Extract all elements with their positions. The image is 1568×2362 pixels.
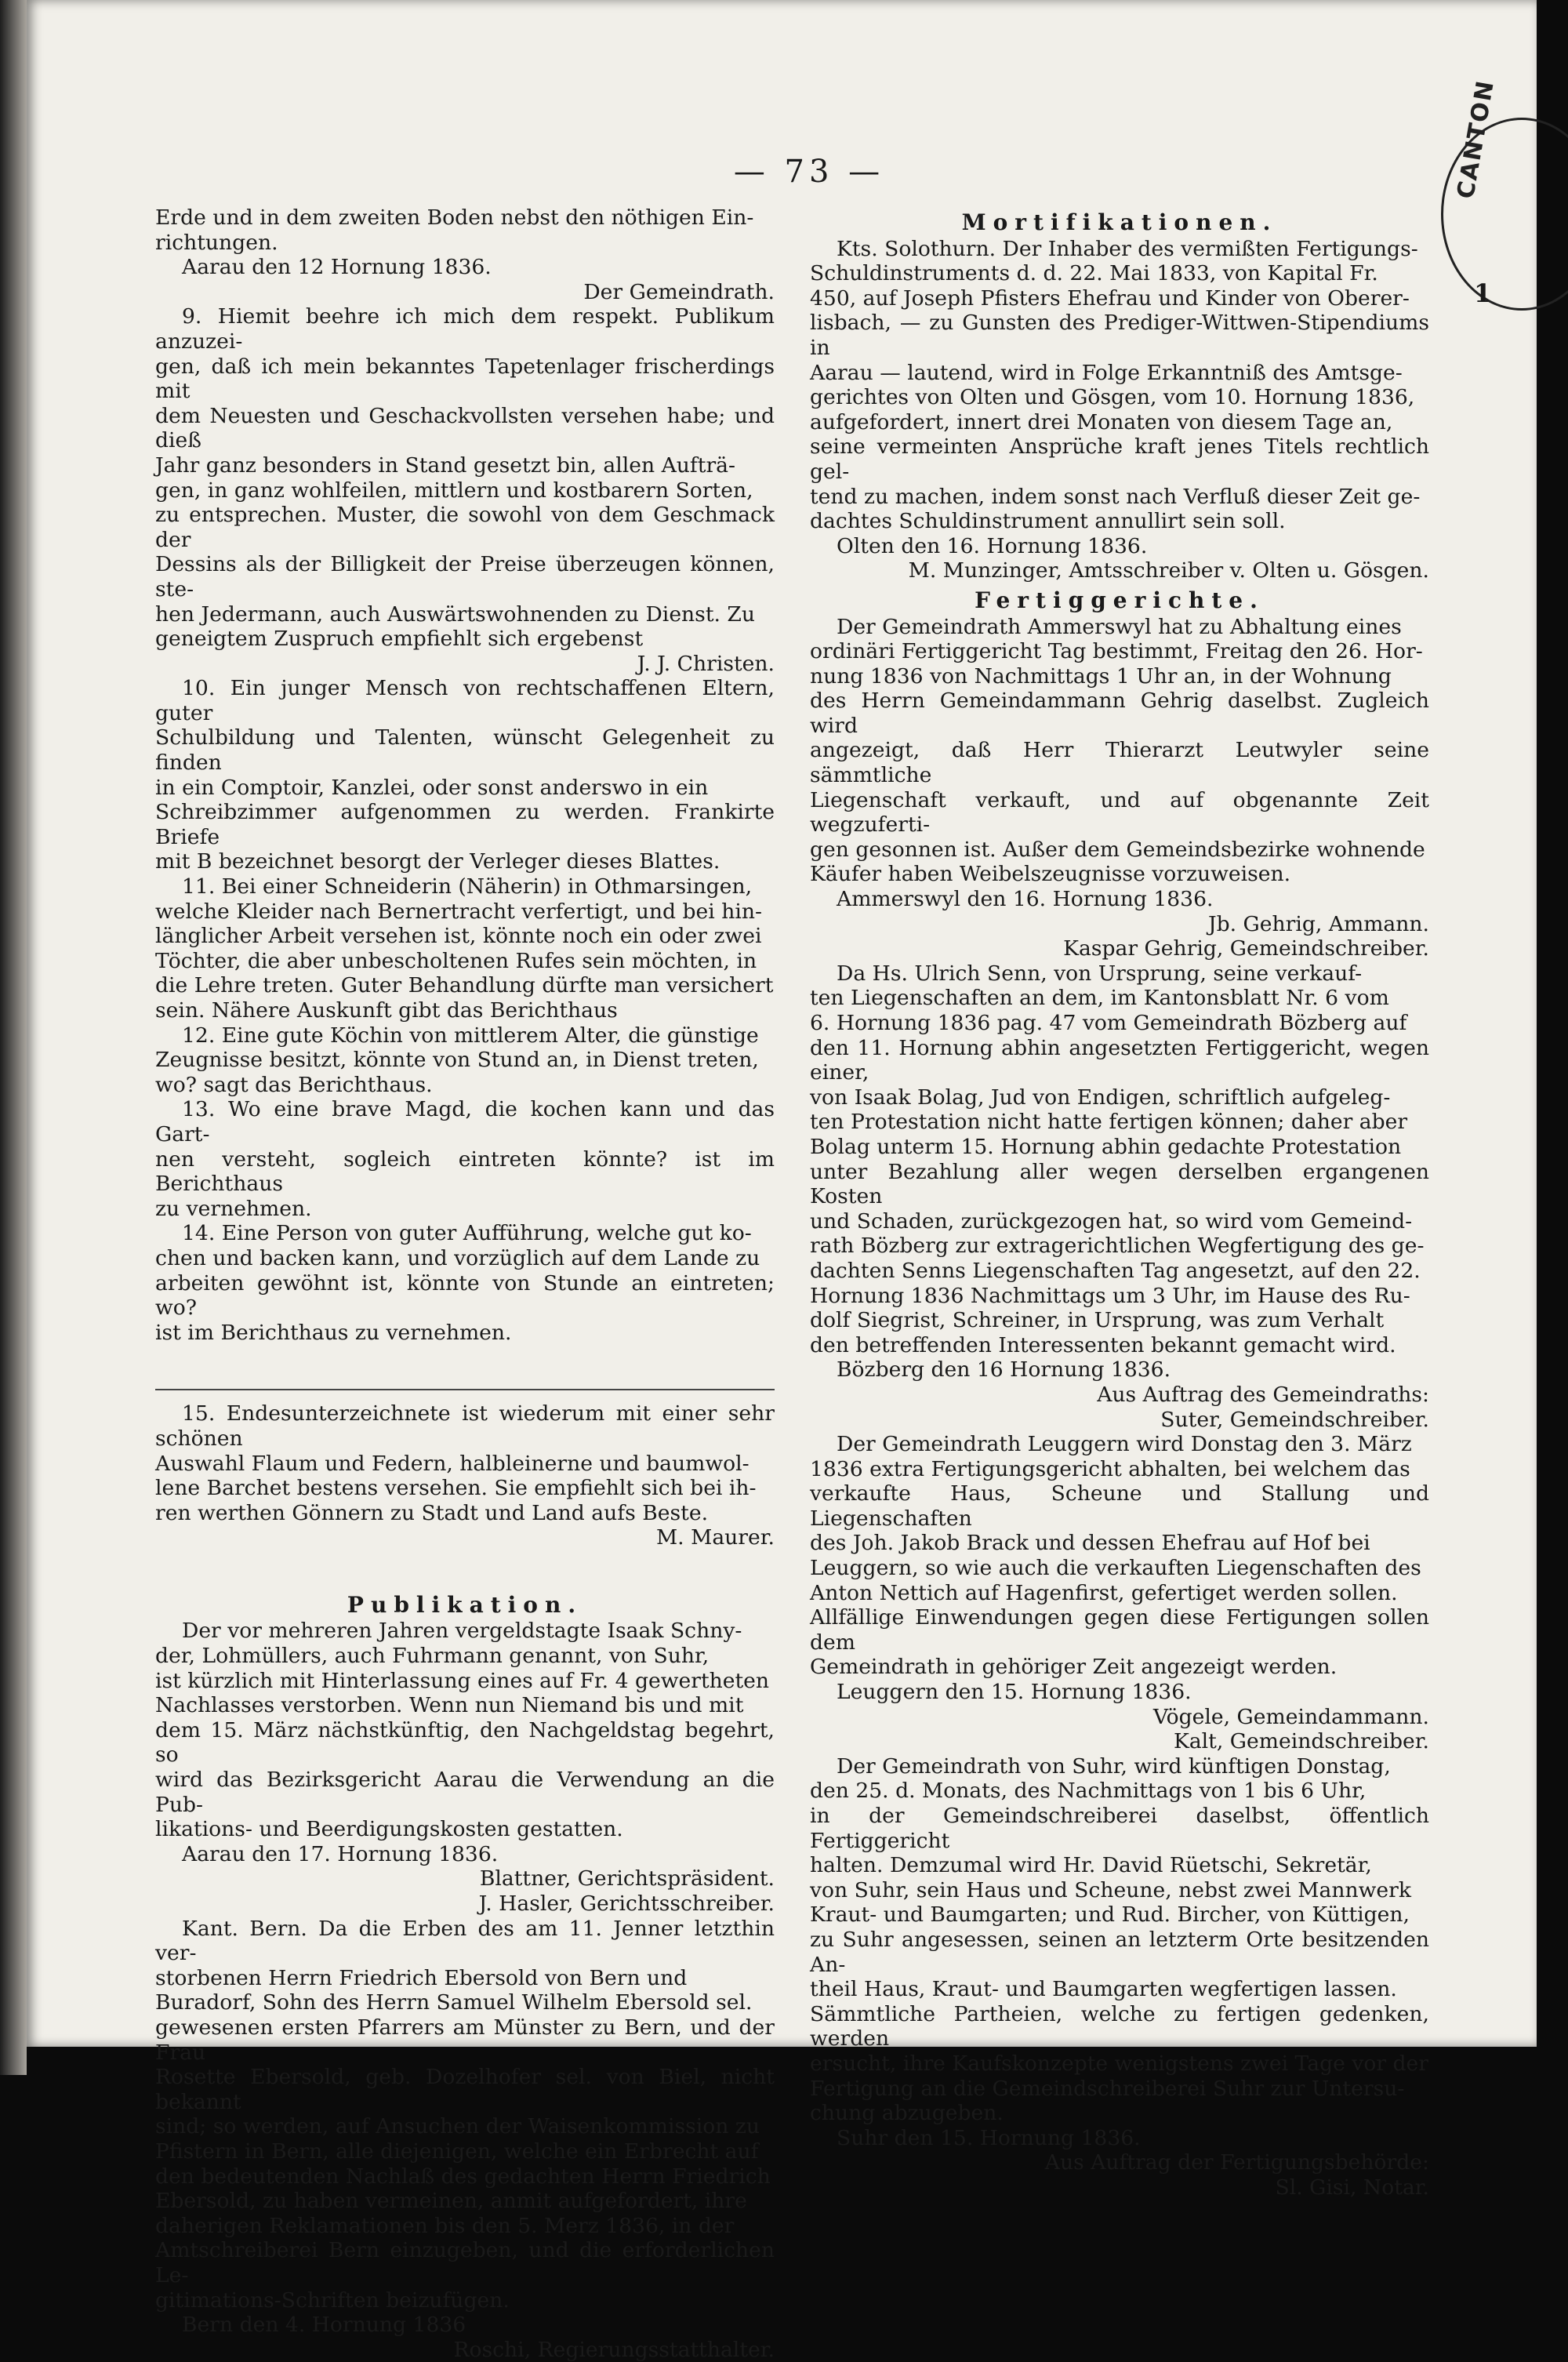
text-line: geneigtem Zuspruch empfiehlt sich ergebenst <box>155 627 644 652</box>
text-line: richtungen. <box>155 230 278 255</box>
text-line: 11. Bei einer Schneiderin (Näherin) in Othmarsingen, <box>182 874 753 899</box>
text-line: Kts. Solothurn. Der Inhaber des vermißten Fertigungs- <box>837 236 1418 261</box>
section-heading: Publikation. <box>347 1591 583 1618</box>
signature-line: Aus Auftrag des Gemeindraths: <box>1097 1382 1429 1407</box>
text-line: Anton Nettich auf Hagenfirst, gefertiget werden sollen. <box>810 1580 1398 1605</box>
text-line: 6. Hornung 1836 pag. 47 vom Gemeindrath Bözberg auf <box>810 1011 1407 1035</box>
spacer <box>155 1345 775 1383</box>
text-line: Fertigung an die Gemeindschreiberei Suhr zur Untersu- <box>810 2076 1405 2101</box>
text-line: gen, daß ich mein bekanntes Tapetenlager frischerdings mit <box>155 354 775 404</box>
text-line: welche Kleider nach Bernertracht verfertigt, und bei hin- <box>155 899 762 924</box>
text-line: von Isaak Bolag, Jud von Endigen, schriftlich aufgeleg- <box>810 1085 1391 1110</box>
text-line: gen gesonnen ist. Außer dem Gemeindsbezirke wohnende <box>810 837 1425 862</box>
text-line: Aarau den 17. Hornung 1836. <box>182 1841 499 1866</box>
text-line: aufgefordert, innert drei Monaten von diesem Tage an, <box>810 409 1393 434</box>
text-line: gerichtes von Olten und Gösgen, vom 10. Hornung 1836, <box>810 385 1415 410</box>
text-line: likations- und Beerdigungskosten gestatten. <box>155 1817 623 1842</box>
text-line: rath Bözberg zur extragerichtlichen Wegfertigung des ge- <box>810 1234 1425 1259</box>
text-line: des Joh. Jakob Brack und dessen Ehefrau auf Hof bei <box>810 1531 1370 1556</box>
text-line: dachten Senns Liegenschaften Tag angesetzt, auf den 22. <box>810 1258 1421 1283</box>
text-line: Erde und in dem zweiten Boden nebst den nöthigen Ein- <box>155 205 754 230</box>
text-line: zu vernehmen. <box>155 1196 312 1221</box>
signature-line: Suter, Gemeindschreiber. <box>1160 1407 1429 1432</box>
text-line: Olten den 16. Hornung 1836. <box>837 533 1148 558</box>
text-line: ersucht, ihre Kaufskonzepte wenigstens zwei Tage vor der <box>810 2051 1428 2076</box>
text-line: lisbach, — zu Gunsten des Prediger-Wittwen-Stipendiums in <box>810 311 1429 360</box>
signature-line: Sl. Gisi, Notar. <box>1275 2175 1429 2200</box>
text-line: der, Lohmüllers, auch Fuhrmann genannt, von Suhr, <box>155 1644 710 1669</box>
text-line: Aarau den 12 Hornung 1836. <box>182 255 492 280</box>
text-line: chen und backen kann, und vorzüglich auf dem Lande zu <box>155 1245 760 1270</box>
text-line: wo? sagt das Berichthaus. <box>155 1072 433 1097</box>
text-line: Bolag unterm 15. Hornung abhin gedachte Protestation <box>810 1134 1402 1159</box>
text-line: Ammerswyl den 16. Hornung 1836. <box>837 887 1214 912</box>
text-line: Kant. Bern. Da die Erben des am 11. Jenner letzthin ver- <box>155 1916 775 1966</box>
text-line: ren werthen Gönnern zu Stadt und Land aufs Beste. <box>155 1500 709 1525</box>
text-line: Kraut- und Baumgarten; und Rud. Bircher, von Küttigen, <box>810 1902 1410 1928</box>
text-line: 1836 extra Fertigungsgericht abhalten, bei welchem das <box>810 1456 1410 1481</box>
text-line: Liegenschaft verkauft, und auf obgenannte Zeit wegzuferti- <box>810 787 1429 838</box>
text-line: gitimations-Schriften beizufügen. <box>155 2288 510 2313</box>
text-line: zu Suhr angesessen, seinen an letzterm Orte besitzenden An- <box>810 1927 1429 1977</box>
text-line: die Lehre treten. Guter Behandlung dürfte man versichert <box>155 973 774 998</box>
text-line: den 25. d. Monats, des Nachmittags von 1 bis 6 Uhr, <box>810 1779 1367 1804</box>
right-column <box>810 205 1429 2200</box>
text-line: Pfistern in Bern, alle diejenigen, welche ein Erbrecht auf <box>155 2139 759 2164</box>
text-line: 12. Eine gute Köchin von mittlerem Alter, die günstige <box>182 1023 759 1048</box>
text-line: hen Jedermann, auch Auswärtswohnenden zu Dienst. Zu <box>155 601 756 627</box>
text-line: chung abzugeben. <box>810 2101 1004 2126</box>
text-line: Käufer haben Weibelszeugnisse vorzuweisen. <box>810 862 1291 887</box>
left-column <box>155 205 775 2362</box>
signature-line: Kaspar Gehrig, Gemeindschreiber. <box>1063 936 1429 961</box>
text-line: sein. Nähere Auskunft gibt das Berichthaus <box>155 998 618 1023</box>
spacer <box>155 1550 775 1588</box>
text-line: Schuldinstruments d. d. 22. Mai 1833, von Kapital Fr. <box>810 261 1378 286</box>
text-line: angezeigt, daß Herr Thierarzt Leutwyler seine sämmtliche <box>810 738 1429 788</box>
text-line: des Herrn Gemeindammann Gehrig daselbst. Zugleich wird <box>810 689 1429 738</box>
signature-line: M. Munzinger, Amtsschreiber v. Olten u. Gösgen. <box>908 558 1429 583</box>
text-line: 15. Endesunterzeichnete ist wiederum mit einer sehr schönen <box>155 1401 775 1451</box>
text-line: ten Protestation nicht hatte fertigen können; daher aber <box>810 1110 1408 1135</box>
left-page-edge <box>0 0 27 2075</box>
text-line: in ein Comptoir, Kanzlei, oder sonst anderswo in ein <box>155 775 709 800</box>
text-line: den betreffenden Interessenten bekannt gemacht wird. <box>810 1332 1396 1357</box>
text-line: Gemeindrath in gehöriger Zeit angezeigt werden. <box>810 1655 1338 1680</box>
text-line: unter Bezahlung aller wegen derselben ergangenen Kosten <box>810 1159 1429 1209</box>
section-heading: Mortifikationen. <box>961 209 1278 235</box>
text-line: Auswahl Flaum und Federn, halbleinerne und baumwol- <box>155 1451 750 1476</box>
signature-line: Jb. Gehrig, Ammann. <box>1207 911 1429 936</box>
text-line: nen versteht, sogleich eintreten könnte? ist im Berichthaus <box>155 1146 775 1197</box>
text-line: 450, auf Joseph Pfisters Ehefrau und Kinder von Oberer- <box>810 285 1410 311</box>
text-line: lene Barchet bestens versehen. Sie empfiehlt sich bei ih- <box>155 1476 757 1501</box>
text-line: 13. Wo eine brave Magd, die kochen kann und das Gart- <box>155 1097 775 1146</box>
text-line: nung 1836 von Nachmittags 1 Uhr an, in der Wohnung <box>810 663 1392 689</box>
text-line: ten Liegenschaften an dem, im Kantonsblatt Nr. 6 vom <box>810 986 1389 1011</box>
text-line: wird das Bezirksgericht Aarau die Verwendung an die Pub- <box>155 1768 775 1817</box>
text-line: Hornung 1836 Nachmittags um 3 Uhr, im Hause des Ru- <box>810 1283 1410 1308</box>
signature-line: J. Hasler, Gerichtsschreiber. <box>478 1891 775 1916</box>
text-line: dem Neuesten und Geschackvollsten versehen habe; und dieß <box>155 403 775 453</box>
text-line: länglicher Arbeit versehen ist, könnte noch ein oder zwei <box>155 924 762 949</box>
stamp-number: 1 <box>1474 278 1492 308</box>
text-line: ist im Berichthaus zu vernehmen. <box>155 1320 512 1345</box>
text-line: Allfällige Einwendungen gegen diese Fertigungen sollen dem <box>810 1605 1429 1655</box>
signature-line: Roschi, Regierungsstatthalter. <box>453 2337 775 2362</box>
text-line: Der Gemeindrath Ammerswyl hat zu Abhaltung eines <box>837 614 1402 639</box>
text-line: daherigen Reklamationen bis den 5. Merz 1836, in der <box>155 2213 735 2238</box>
text-line: Leuggern den 15. Hornung 1836. <box>837 1680 1192 1705</box>
text-line: den 11. Hornung abhin angesetzten Fertiggericht, wegen einer, <box>810 1035 1429 1085</box>
text-line: mit B bezeichnet besorgt der Verleger dieses Blattes. <box>155 849 720 874</box>
text-line: seine vermeinten Ansprüche kraft jenes Titels rechtlich gel- <box>810 434 1429 484</box>
text-line: halten. Demzumal wird Hr. David Rüetschi, Sekretär, <box>810 1853 1372 1878</box>
text-line: Nachlasses verstorben. Wenn nun Niemand bis und mit <box>155 1693 744 1718</box>
text-line: gen, in ganz wohlfeilen, mittlern und kostbarern Sorten, <box>155 478 753 503</box>
text-line: dachtes Schuldinstrument annullirt sein soll. <box>810 509 1286 534</box>
text-line: Bözberg den 16 Hornung 1836. <box>837 1357 1171 1383</box>
section-heading: Fertiggerichte. <box>975 587 1265 613</box>
text-line: Der Gemeindrath von Suhr, wird künftigen Donstag, <box>837 1753 1391 1779</box>
signature-line: M. Maurer. <box>655 1525 775 1550</box>
text-line: Schulbildung und Talenten, wünscht Gelegenheit zu finden <box>155 725 775 776</box>
signature-line: Blattner, Gerichtspräsident. <box>479 1866 775 1891</box>
text-line: gewesenen ersten Pfarrers am Münster zu Bern, und der Frau <box>155 2015 775 2065</box>
text-line: Ebersold, zu haben vermeinen, anmit aufgefordert, ihre <box>155 2189 747 2214</box>
text-line: Aarau — lautend, wird in Folge Erkanntniß des Amtsge- <box>810 360 1403 385</box>
text-line: Buradorf, Sohn des Herrn Samuel Wilhelm Ebersold sel. <box>155 1990 753 2015</box>
text-line: 9. Hiemit beehre ich mich dem respekt. Publikum anzuzei- <box>155 304 775 354</box>
text-line: arbeiten gewöhnt ist, könnte von Stunde an eintreten; wo? <box>155 1270 775 1321</box>
text-line: Suhr den 15. Hornung 1836. <box>837 2125 1141 2150</box>
text-line: Dessins als der Billigkeit der Preise überzeugen können, ste- <box>155 552 775 601</box>
text-line: Zeugnisse besitzt, könnte von Stund an, in Dienst treten, <box>155 1048 759 1073</box>
page-number: — 73 — <box>733 154 885 190</box>
text-line: dolf Siegrist, Schreiner, in Ursprung, was zum Verhalt <box>810 1308 1385 1333</box>
signature-line: J. J. Christen. <box>637 651 775 676</box>
text-line: ordinäri Fertiggericht Tag bestimmt, Freitag den 26. Hor- <box>810 639 1423 664</box>
text-line: Bern den 4. Hornung 1836 <box>182 2313 466 2338</box>
text-line: Der Gemeindrath Leuggern wird Donstag den 3. März <box>837 1432 1412 1457</box>
text-line: Leuggern, so wie auch die verkauften Liegenschaften des <box>810 1556 1421 1581</box>
separator-rule <box>155 1389 775 1390</box>
text-line: tend zu machen, indem sonst nach Verfluß dieser Zeit ge- <box>810 484 1421 509</box>
text-line: verkaufte Haus, Scheune und Stallung und Liegenschaften <box>810 1481 1429 1531</box>
stamp-text: CANTON <box>1452 77 1501 202</box>
text-line: Sämmtliche Partheien, welche zu fertigen gedenken, werden <box>810 2001 1429 2051</box>
signature-line: Kalt, Gemeindschreiber. <box>1173 1729 1429 1754</box>
text-line: theil Haus, Kraut- und Baumgarten wegfertigen lassen. <box>810 1977 1397 2002</box>
text-line: von Suhr, sein Haus und Scheune, nebst zwei Mannwerk <box>810 1877 1411 1902</box>
text-line: Töchter, die aber unbescholtenen Rufes sein möchten, in <box>155 948 757 973</box>
text-line: Amtschreiberei Bern einzugeben, und die erforderlichen Le- <box>155 2238 775 2288</box>
text-line: sind; so werden, auf Ansuchen der Waisenkommission zu <box>155 2114 760 2139</box>
text-line: 14. Eine Person von guter Aufführung, welche gut ko- <box>182 1221 752 1246</box>
text-line: dem 15. März nächstkünftig, den Nachgeldstag begehrt, so <box>155 1717 775 1768</box>
text-line: Schreibzimmer aufgenommen zu werden. Frankirte Briefe <box>155 800 775 849</box>
text-line: Jahr ganz besonders in Stand gesetzt bin, allen Aufträ- <box>155 452 736 478</box>
text-line: zu entsprechen. Muster, die sowohl von dem Geschmack der <box>155 503 775 552</box>
text-line: storbenen Herrn Friedrich Ebersold von Bern und <box>155 1965 688 1990</box>
text-line: ist kürzlich mit Hinterlassung eines auf Fr. 4 gewertheten <box>155 1668 770 1693</box>
signature-line: Aus Auftrag der Fertigungsbehörde: <box>1044 2150 1429 2175</box>
text-line: und Schaden, zurückgezogen hat, so wird vom Gemeind- <box>810 1208 1413 1234</box>
text-line: Der vor mehreren Jahren vergeldstagte Isaak Schny- <box>182 1619 742 1644</box>
signature-line: Der Gemeindrath. <box>583 279 775 304</box>
text-line: in der Gemeindschreiberei daselbst, öffentlich Fertiggericht <box>810 1804 1429 1853</box>
text-line: 10. Ein junger Mensch von rechtschaffenen Eltern, guter <box>155 676 775 725</box>
signature-line: Vögele, Gemeindammann. <box>1152 1704 1429 1729</box>
text-line: Rosette Ebersold, geb. Dozelhofer sel. von Biel, nicht bekannt <box>155 2065 775 2114</box>
text-line: Da Hs. Ulrich Senn, von Ursprung, seine verkauf- <box>837 961 1363 986</box>
text-line: den bedeutenden Nachlaß des gedachten Herrn Friedrich <box>155 2164 771 2189</box>
